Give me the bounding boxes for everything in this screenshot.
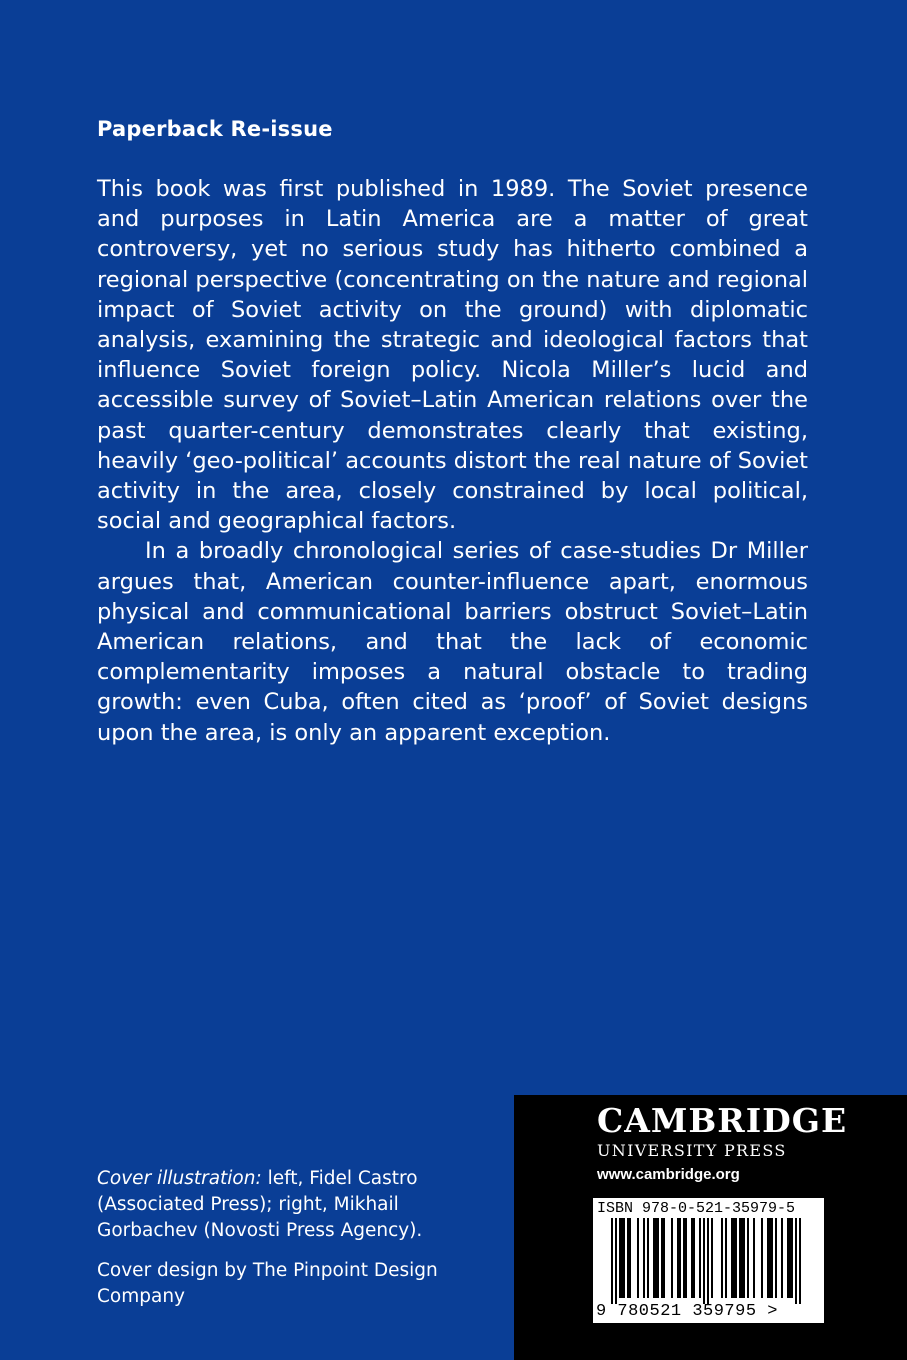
barcode-bar bbox=[761, 1218, 763, 1298]
barcode-bar bbox=[693, 1218, 695, 1298]
barcode-bar bbox=[739, 1218, 741, 1298]
barcode-bar bbox=[771, 1218, 773, 1298]
barcode-bar bbox=[627, 1218, 629, 1298]
barcode-bar bbox=[789, 1218, 791, 1298]
barcode-bar bbox=[691, 1218, 693, 1298]
blurb-paragraph-2: In a broadly chronological series of case-studies Dr Miller argues that, American counter-influence apart, enormous physical and communicational barriers obstruct Soviet–Latin American relations, and that the lack of economic complementarity imposes a natural obstacle to trading growth: even Cuba, often cited as ‘proof’ of Soviet designs upon the area, is only an apparent exception. bbox=[97, 538, 808, 746]
barcode-bar bbox=[707, 1218, 709, 1304]
publisher-subtitle: UNIVERSITY PRESS bbox=[597, 1141, 787, 1160]
illustration-credit-label: Cover illustration: bbox=[97, 1168, 262, 1189]
barcode-bar bbox=[655, 1218, 657, 1298]
barcode-bar bbox=[769, 1218, 771, 1298]
barcode-bar bbox=[653, 1218, 655, 1298]
blurb bbox=[97, 174, 808, 748]
barcode-bar bbox=[629, 1218, 631, 1298]
barcode-bar bbox=[699, 1218, 701, 1298]
design-credit: Cover design by The Pinpoint Design Company bbox=[97, 1260, 438, 1307]
publisher-website: www.cambridge.org bbox=[597, 1166, 740, 1183]
barcode-bar bbox=[791, 1218, 793, 1298]
barcode-bar bbox=[637, 1218, 639, 1298]
cover-credits bbox=[97, 1166, 497, 1310]
barcode-bar bbox=[743, 1218, 745, 1298]
barcode-bar bbox=[741, 1218, 743, 1298]
barcode-bar bbox=[657, 1218, 659, 1298]
barcode-bar bbox=[775, 1218, 777, 1298]
barcode-bar bbox=[619, 1218, 621, 1298]
isbn-label: ISBN 978-0-521-35979-5 bbox=[597, 1200, 796, 1217]
barcode bbox=[593, 1218, 824, 1304]
barcode-bar bbox=[703, 1218, 705, 1304]
barcode-bar bbox=[795, 1218, 797, 1304]
barcode-digits: 9 780521 359795 > bbox=[596, 1302, 778, 1321]
publisher-box bbox=[514, 1095, 907, 1360]
barcode-bar bbox=[647, 1218, 649, 1298]
barcode-bar bbox=[711, 1218, 713, 1298]
barcode-bar bbox=[799, 1218, 801, 1304]
barcode-panel bbox=[593, 1198, 824, 1323]
barcode-bar bbox=[725, 1218, 727, 1298]
barcode-bar bbox=[753, 1218, 755, 1298]
barcode-bar bbox=[663, 1218, 665, 1298]
barcode-bar bbox=[621, 1218, 623, 1298]
barcode-bar bbox=[747, 1218, 749, 1298]
barcode-bar bbox=[679, 1218, 681, 1298]
barcode-bar bbox=[781, 1218, 783, 1298]
illustration-credit bbox=[97, 1166, 497, 1244]
barcode-bar bbox=[721, 1218, 723, 1298]
blurb-paragraph-1: This book was first published in 1989. The Soviet presence and purposes in Latin America are a matter of great controversy, yet no serious study has hitherto combined a regional perspective (concentrating on the nature and regional impact of Soviet activity on the ground) with diplomatic analysis, examining the strategic and ideological factors that influence Soviet foreign policy. Nicola Miller’s lucid and accessible survey of Soviet–Latin American relations over the past quarter-century demonstrates clearly that existing, heavily ‘geo-political’ accounts distort the real nature of Soviet activity in the area, closely constrained by local political, social and geographical factors. bbox=[97, 176, 808, 535]
barcode-bar bbox=[615, 1218, 617, 1304]
barcode-bar bbox=[787, 1218, 789, 1298]
illustration-credit-text: left, Fidel Castro (Associated Press); right, Mikhail Gorbachev (Novosti Press Agency). bbox=[97, 1168, 423, 1241]
barcode-bar bbox=[671, 1218, 673, 1298]
barcode-bar bbox=[611, 1218, 613, 1304]
barcode-bar bbox=[661, 1218, 663, 1298]
barcode-bar bbox=[685, 1218, 687, 1298]
barcode-bar bbox=[735, 1218, 737, 1298]
barcode-bar bbox=[623, 1218, 625, 1298]
barcode-bar bbox=[677, 1218, 679, 1298]
barcode-bar bbox=[733, 1218, 735, 1298]
heading: Paperback Re-issue bbox=[97, 117, 333, 141]
barcode-bar bbox=[643, 1218, 645, 1298]
publisher-name: CAMBRIDGE bbox=[597, 1101, 848, 1140]
barcode-bar bbox=[683, 1218, 685, 1298]
barcode-bar bbox=[767, 1218, 769, 1298]
barcode-bar bbox=[731, 1218, 733, 1298]
